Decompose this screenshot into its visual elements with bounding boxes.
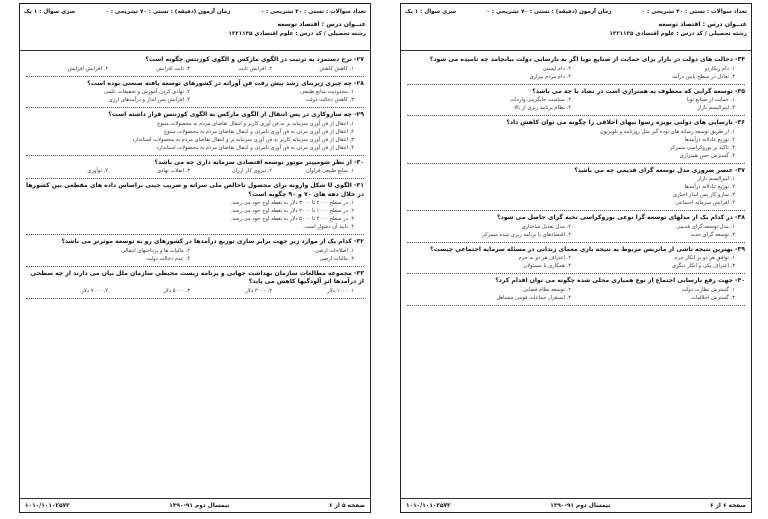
question-separator (407, 115, 745, 116)
answer-option: ۳. ۵۰۰۰ دلار (163, 287, 190, 294)
answer-option: ۳. تاکید بر بوروکراسی متمرکز (669, 144, 735, 151)
answer-options (26, 199, 364, 231)
answer-option: ۳. کاهش دخالت دولت (305, 97, 354, 103)
answer-option: ۳. اعتراف یکی و انکار دیگری (672, 263, 735, 269)
answer-option: ۲. توزیع عادلانه درآمدها (684, 184, 735, 190)
answer-options (407, 286, 745, 302)
answer-option: ۱. کاهش کاهش (319, 65, 354, 72)
answer-options (407, 254, 745, 270)
exam-time: زمان آزمون (دقیقه) : تستی : ۷۰ تشریحی : ۰ (105, 9, 231, 15)
answer-option: ۳. گسترش اخلاقیات (691, 294, 735, 301)
answer-options (407, 96, 745, 112)
answer-option: ۲. توزیع عادلانه درآمدها (684, 136, 735, 143)
answer-option: ۱. منابع طبیعی فراوان (305, 168, 354, 174)
answer-options (26, 120, 364, 152)
question-text: ۳۳- مجموعه مطالعات سازمان بهداشت جهانی و برنامه زیست محیطی سازمان ملل بیان می دارند از چه سطحی از درآمدها اثر آلودگیها کاهش می یابد؟ (30, 269, 364, 285)
answer-option: ۲. سیاست جایگزینی واردات (510, 97, 571, 103)
answer-option: ۱. دام ریکاردو (704, 65, 735, 72)
question-text: ۴۰- جهت رفع نارسایی اجتماع از نوع همیاری محلی شده چگونه می توان اقدام کرد؟ (495, 277, 745, 284)
question-item (26, 238, 364, 267)
question-item (26, 111, 364, 156)
answer-options (26, 88, 364, 104)
answer-option: ۴. دام مردم بیزاری (529, 73, 571, 80)
answer-option: ۲. در سطح ۱۰۰۰ تا ۲۰۰۰ دلار به نقطه اوج خود می رسد. (230, 208, 354, 214)
exam-time: زمان آزمون (دقیقه) : تستی : ۷۰ تشریحی : ۰ (486, 9, 612, 15)
answer-option: ۲. مدل تعدیل ساختاری (521, 223, 571, 230)
answer-option: ۱. توافق هر دو بر انکار جرم (674, 255, 735, 261)
question-text: ۳۹- بهترین نتیجه ناشی از ماتریس مربوط به نتیجه بازی معمای زندانی در مسئله سرمایه اجتماعی چیست؟ (430, 245, 745, 253)
answer-option: ۲. نهادی کردن آموزش و تحقیقات علمی (103, 89, 190, 95)
question-text: ۳۸- در کدام یک از مدلهای توسعه گرا نوعی بوروکراسی نخبه گرای حاصل می شود؟ (497, 214, 745, 221)
answer-option: ۲. انتقال از فن آوری مرئی به فن آوری نامرئی و انتقال تقاضای مردم به محصولات متنوع (164, 128, 354, 135)
answer-option: ۳. لیبرالیسم بازار (697, 105, 735, 111)
answer-option: ۲. دام لیستی (542, 65, 571, 72)
question-item (407, 88, 745, 117)
question-separator (407, 210, 745, 211)
question-item (407, 277, 745, 306)
answer-option: ۱. انتقال از فن آوری سرمایه بر به فن آوری کاربر و انتقال تقاضای مردم به محصولات متنوع (157, 120, 354, 127)
answer-option: ۳. ثابت افزایش (156, 65, 190, 72)
answer-option: ۱. ۱۰۰۰ دلار (327, 287, 354, 294)
answer-option: ۳. مالیات ارضی (319, 255, 354, 262)
page-number: صفحه ۵ از ۶ (329, 502, 365, 509)
answer-option: ۲. نیروی کار ارزان (231, 168, 272, 174)
answer-option: ۱. مدل توسعه گرای قدیمی (676, 223, 735, 230)
answer-option: ۴. ۷۰۰۰ دلار (81, 287, 108, 294)
page-footer (401, 498, 751, 512)
question-text: ۳۰- از نظر شومپیتر موتور توسعه اقتصادی سرمایه داری چه می باشد؟ (154, 158, 364, 166)
answer-option: ۳. سازو کار پس انداز اجباری (672, 192, 735, 198)
question-separator (26, 234, 364, 235)
question-text: ۳۱- الگوی U شکل وارونه برای محصول ناخالص ملی سرانه و ضریب جینی براساس داده های مقطعی بین کشورها در خلال دهه های ۷۰ و ۹۰ چگونه است؟ (26, 182, 364, 198)
answer-option: ۱. محدودیت منابع طبیعی (300, 89, 354, 95)
question-series: سری سوال : ۱ یک (24, 9, 76, 15)
answer-option: ۱. از طریق توسعه رسانه های توده گیر مثل روزنامه و تلویزیون (599, 128, 735, 135)
answer-options (407, 65, 745, 81)
question-text: ۳۴- دخالت های دولت در بازار برای حمایت از صنایع نوپا اگر به نارسایی دولت بیانجامد چه نامیده می شود؟ (429, 56, 745, 63)
question-text: ۳۶- نارسایی های دولتی بویژه رسوا ییهای اخلاقی را چگونه می توان کاهش داد؟ (506, 119, 745, 126)
answer-options (26, 287, 364, 295)
question-separator (407, 84, 745, 85)
answer-options (26, 167, 364, 175)
answer-options (407, 175, 745, 207)
question-item (26, 182, 364, 235)
answer-option: ۲. توسعه نظام قضایی (523, 286, 571, 293)
answer-option: ۱. لیبرالیسم بازار (697, 176, 735, 182)
answer-option: ۳. انقلاب نهادی (156, 168, 190, 174)
page-footer (20, 498, 370, 512)
answer-option: ۳. تعادل در سطح پایین درآمد (672, 73, 735, 80)
answer-option: ۴. همکاری با مسئولان (523, 263, 571, 269)
answer-option: ۴. گسترش حس همترازی (679, 152, 735, 159)
question-text: ۳۲- کدام یک از موارد زیر جهت برابر سازی توزیع درآمدها در کشورهای رو به توسعه موثرتر می باشد؟ (61, 238, 364, 245)
exam-page-right (400, 3, 752, 513)
answer-option: ۴. نظام برنامه ریزی از بالا (514, 105, 571, 111)
answer-options (407, 223, 745, 239)
question-text: ۳۷- عنصر ضروری مدل توسعه گرای قدیمی چه می باشد؟ (574, 166, 745, 174)
answer-option: ۱. در سطح ۲۰۰۰ تا ۳۰۰۰ دلار به نقطه اوج خود می رسد. (230, 200, 354, 206)
questions-list (401, 51, 751, 308)
question-item (407, 119, 745, 164)
question-item (407, 214, 745, 243)
answer-options (26, 65, 364, 73)
term-label: نیمسال دوم ۹۱-۱۳۹۰ (169, 502, 230, 509)
question-item (26, 56, 364, 77)
answer-option: ۱. اصلاحات ارضی (314, 247, 354, 254)
question-separator (26, 178, 364, 179)
question-separator (26, 155, 364, 156)
answer-option: ۴. اقتصادهای با برنامه ریزی شده متمرکز (482, 231, 571, 238)
exam-code: ۱۰۱۰/۱۰۱۰۲۵۷۲ (406, 502, 451, 509)
answer-option: ۳. در سطح ۴۰۰۰ تا ۵۰۰۰ دلار به نقطه اوج خود می رسد. (230, 216, 354, 222)
course-title: عنــوان درس : اقتصاد توسعه (658, 21, 747, 28)
answer-option: ۴. عدم دخالت دولت (146, 255, 190, 262)
term-label: نیمسال دوم ۹۱-۱۳۹۰ (550, 502, 611, 509)
question-separator (407, 273, 745, 274)
question-separator (407, 305, 745, 306)
answer-options (407, 128, 745, 160)
question-separator (26, 266, 364, 267)
question-text: ۲۹- چه سازوکاری در پس انتقال از الگوی مارکس به الگوی کوزنتس قرار داشته است؟ (108, 111, 364, 118)
questions-list (20, 51, 370, 301)
exam-page-left (19, 3, 371, 513)
question-text: ۳۵- توسعه گرایی که معطوف به همترازی است در تضاد با چه می باشد؟ (532, 87, 745, 95)
answer-option: ۴. افزایش افزایش (67, 65, 108, 72)
question-item (26, 80, 364, 109)
question-item (26, 159, 364, 180)
question-count: تعداد سوالات : تستی : ۴۰ تشریحی : ۰ (260, 9, 366, 15)
question-series: سری سوال : ۱ یک (405, 9, 457, 15)
answer-option: ۳. انتقال از فن آوری سرمایه کاربر به فن آوری سرمایه بر و انتقال تقاضای مردم به محصولات استاندارد (132, 136, 354, 143)
answer-option: ۲. اعتراف هر دو به جرم (518, 255, 571, 261)
question-separator (26, 298, 364, 299)
page-header (401, 4, 751, 51)
question-item (407, 167, 745, 212)
page-number: صفحه ۶ از ۶ (710, 502, 746, 509)
answer-option: ۲. مالیات ها و پرداختهای انتقالی (121, 247, 190, 254)
answer-option: ۴. انتقال از فن آوری مرئی به فن آوری نامرئی و انتقال تقاضای مردم به محصولات استاندارد (156, 144, 354, 151)
question-item (407, 56, 745, 85)
exam-code: ۱۰۱۰/۱۰۱۰۲۵۷۲ (25, 502, 70, 509)
answer-option: ۴. افزایش سرمایه اجتماعی (675, 200, 735, 206)
answer-option: ۳. توسعه گرای جدید (690, 231, 735, 238)
question-text: ۲۸- چه چیزی زیربنای رشد پیش رفت فن آورانه در کشورهای توسعه یافته صنعتی بوده است؟ (87, 79, 364, 87)
question-separator (407, 163, 745, 164)
question-count: تعداد سوالات : تستی : ۴۰ تشریحی : ۰ (641, 9, 747, 15)
answer-option: ۱. گسترش نظارت دولت (681, 286, 735, 293)
question-separator (26, 76, 364, 77)
answer-option: ۴. افزایش پس انداز و درآمدهای ارزی (108, 97, 190, 103)
course-title: عنــوان درس : اقتصاد توسعه (277, 21, 366, 28)
question-text: ۲۷- نرخ دستمزد به ترتیب در الگوی مارکس و الگوی کوزنتس چگونه است؟ (145, 56, 364, 63)
question-item (407, 246, 745, 275)
field-code: رشته تحصیلی / کد درس : علوم اقتصادی ۱۲۲۱۱۳۵ (228, 31, 366, 37)
question-item (26, 270, 364, 299)
answer-option: ۴. تایید آن دشوار است. (303, 224, 354, 230)
question-separator (407, 242, 745, 243)
answer-options (26, 247, 364, 263)
field-code: رشته تحصیلی / کد درس : علوم اقتصادی ۱۲۲۱۱۳۵ (609, 31, 747, 37)
answer-option: ۴. استقرار جماعات قومی متساهل (496, 294, 571, 301)
answer-option: ۲. افزایش ثابت (238, 65, 272, 72)
page-header (20, 4, 370, 51)
answer-option: ۱. حمایت از صنایع نوپا (686, 97, 735, 103)
answer-option: ۴. نوآوری (87, 168, 108, 174)
question-separator (26, 107, 364, 108)
answer-option: ۲. ۳۰۰۰ دلار (245, 287, 272, 294)
